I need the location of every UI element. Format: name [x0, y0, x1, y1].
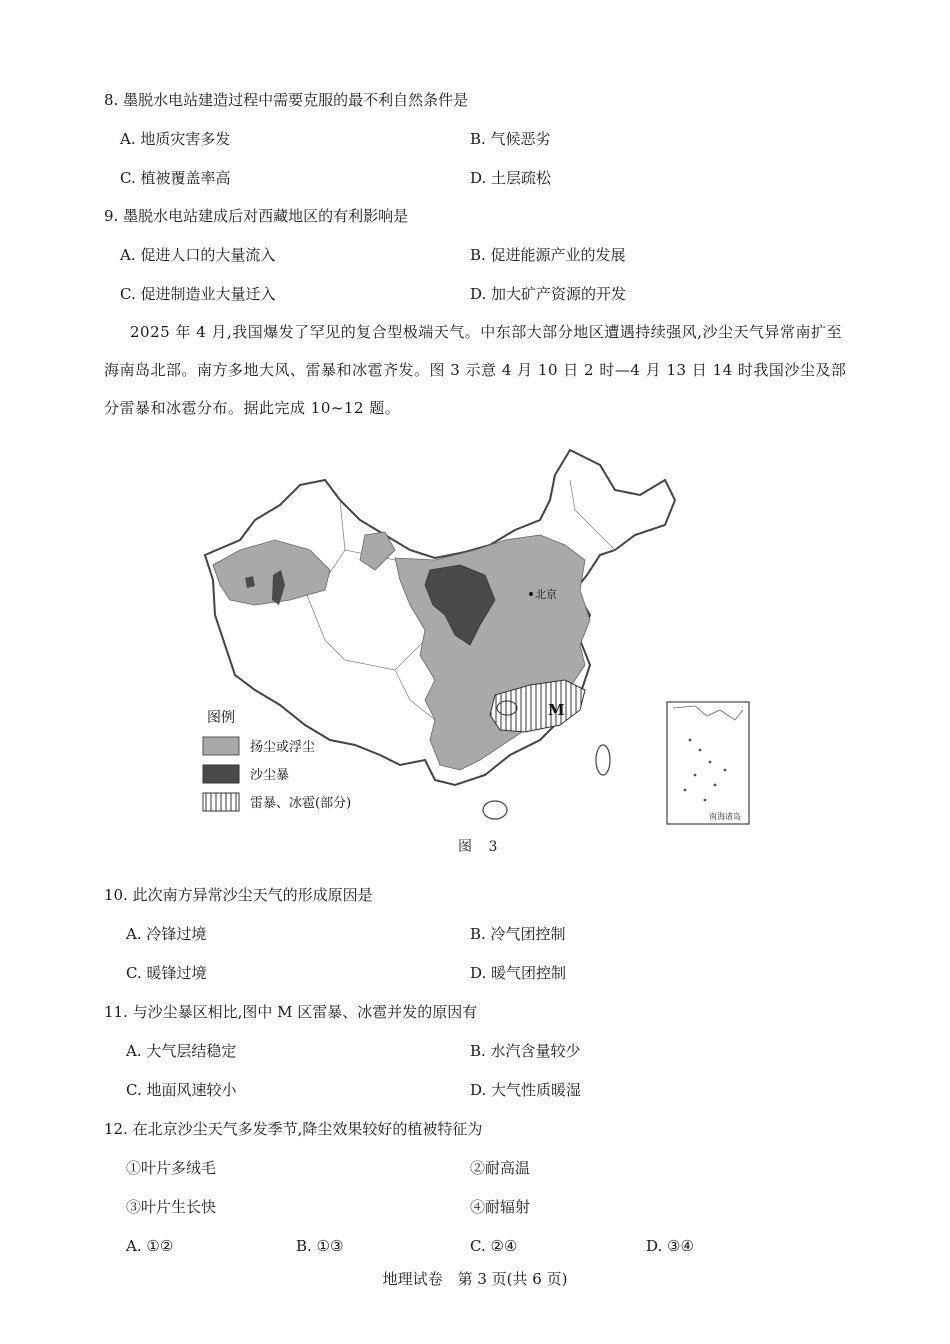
question-12-stem: 12. 在北京沙尘天气多发季节,降尘效果较好的植被特征为: [104, 1120, 483, 1138]
question-9-stem: 9. 墨脱水电站建成后对西藏地区的有利影响是: [104, 207, 409, 225]
question-10-option-d[interactable]: D. 暖气团控制: [470, 964, 567, 982]
legend-label-sandstorm: 沙尘暴: [250, 768, 290, 783]
question-12-statement-4: ④耐辐射: [470, 1198, 531, 1216]
question-9-option-b[interactable]: B. 促进能源产业的发展: [470, 246, 626, 264]
legend-label-thunderstorm: 雷暴、冰雹(部分): [250, 796, 352, 811]
question-12-statement-1: ①叶片多绒毛: [126, 1159, 217, 1177]
legend-swatch-thunderstorm: [203, 793, 239, 811]
question-10-option-a[interactable]: A. 冷锋过境: [126, 925, 207, 943]
taiwan-island: [596, 745, 610, 775]
question-8-stem: 8. 墨脱水电站建造过程中需要克服的最不利自然条件是: [104, 91, 469, 109]
question-9-option-a[interactable]: A. 促进人口的大量流入: [120, 246, 276, 264]
beijing-point: [529, 592, 533, 596]
legend-swatch-dust: [203, 737, 239, 755]
china-dust-map: [195, 440, 755, 830]
question-12-statement-3: ③叶片生长快: [126, 1198, 217, 1216]
question-12-option-c[interactable]: C. ②④: [470, 1237, 518, 1255]
question-9-option-c[interactable]: C. 促进制造业大量迁入: [120, 285, 276, 303]
question-8-option-d[interactable]: D. 土层疏松: [470, 169, 552, 187]
page-footer: 地理试卷 第 3 页(共 6 页): [382, 1270, 568, 1288]
question-11-option-b[interactable]: B. 水汽含量较少: [470, 1042, 581, 1060]
question-12-option-d[interactable]: D. ③④: [646, 1237, 694, 1255]
question-11-option-d[interactable]: D. 大气性质暖湿: [470, 1081, 582, 1099]
question-10-option-c[interactable]: C. 暖锋过境: [126, 964, 207, 982]
question-10-option-b[interactable]: B. 冷气团控制: [470, 925, 566, 943]
label-m: M: [548, 701, 565, 719]
thunderstorm-hail-small: [497, 701, 517, 715]
label-beijing: 北京: [535, 588, 557, 601]
question-12-option-a[interactable]: A. ①②: [126, 1237, 174, 1255]
question-12-option-b[interactable]: B. ①③: [296, 1237, 344, 1255]
question-12-statement-2: ②耐高温: [470, 1159, 531, 1177]
question-11-stem: 11. 与沙尘暴区相比,图中 M 区雷暴、冰雹并发的原因有: [104, 1003, 478, 1021]
question-9-option-d[interactable]: D. 加大矿产资源的开发: [470, 285, 627, 303]
hainan-island: [483, 801, 507, 819]
question-8-option-b[interactable]: B. 气候恶劣: [470, 130, 551, 148]
inset-label: 南海诸岛: [709, 812, 741, 821]
question-11-option-a[interactable]: A. 大气层结稳定: [126, 1042, 237, 1060]
question-8-option-c[interactable]: C. 植被覆盖率高: [120, 169, 231, 187]
question-10-stem: 10. 此次南方异常沙尘天气的形成原因是: [104, 886, 373, 904]
inset-frame: [667, 702, 749, 824]
legend-label-dust: 扬尘或浮尘: [250, 740, 316, 755]
figure-caption: 图 3: [458, 839, 504, 855]
passage-text: 2025 年 4 月,我国爆发了罕见的复合型极端天气。中东部大部分地区遭遇持续强风,沙尘天气异常南扩至海南岛北部。南方多地大风、雷暴和冰雹齐发。图 3 示意 4 月 10 日 2 时—4 月 13 日 14 时我国沙尘及部分雷暴和冰雹分布。据此完成 10~12 题。: [104, 323, 847, 417]
legend-swatch-sandstorm: [203, 765, 239, 783]
question-8-option-a[interactable]: A. 地质灾害多发: [120, 130, 231, 148]
question-11-option-c[interactable]: C. 地面风速较小: [126, 1081, 237, 1099]
legend-title: 图例: [207, 710, 235, 726]
